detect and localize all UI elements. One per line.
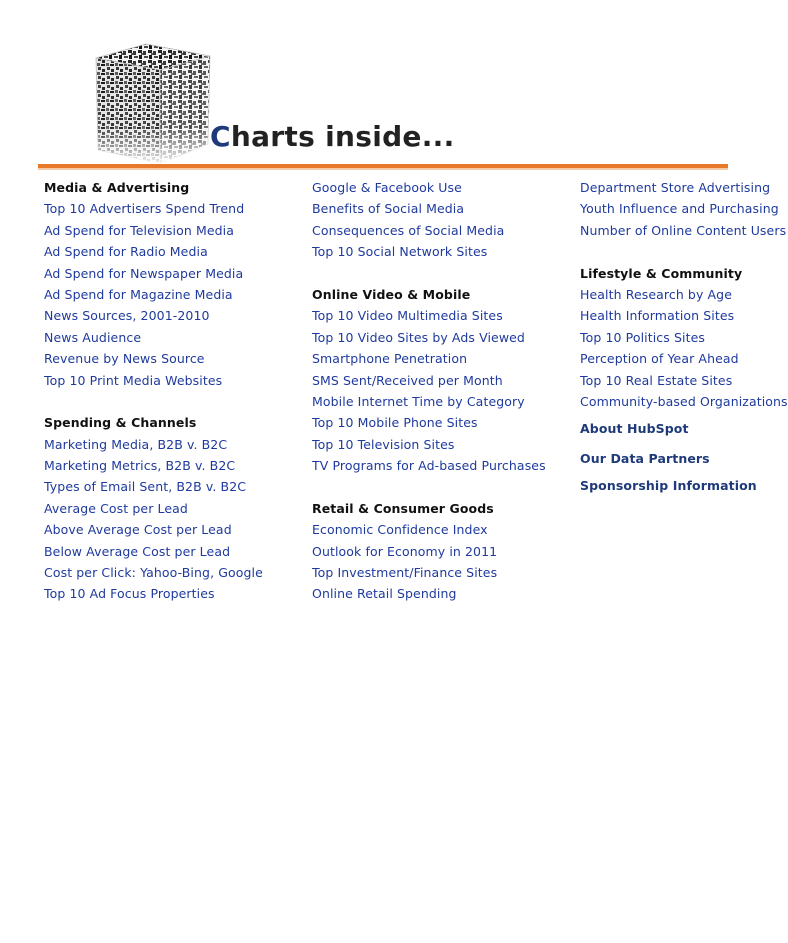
column-social-video-retail bbox=[312, 177, 546, 605]
section-heading-lifestyle-community: Lifestyle & Community bbox=[580, 265, 743, 281]
link-marketing-media-b2b-b2c[interactable]: Marketing Media, B2B v. B2C bbox=[44, 436, 228, 452]
link-number-online-content-users[interactable]: Number of Online Content Users bbox=[580, 222, 787, 238]
section-heading-retail-consumer-goods: Retail & Consumer Goods bbox=[312, 500, 494, 516]
link-tv-programs-ad-purchases[interactable]: TV Programs for Ad-based Purchases bbox=[312, 458, 546, 474]
spacer bbox=[312, 476, 546, 497]
link-about-hubspot[interactable]: About HubSpot bbox=[580, 421, 689, 437]
link-community-based-organizations[interactable]: Community-based Organizations bbox=[580, 393, 788, 409]
link-smartphone-penetration[interactable]: Smartphone Penetration bbox=[312, 351, 468, 367]
link-marketing-metrics-b2b-b2c[interactable]: Marketing Metrics, B2B v. B2C bbox=[44, 458, 236, 474]
section-heading-spending-channels: Spending & Channels bbox=[44, 415, 197, 431]
link-youth-influence-purchasing[interactable]: Youth Influence and Purchasing bbox=[580, 201, 779, 217]
column-media-spending bbox=[44, 177, 263, 605]
link-news-audience[interactable]: News Audience bbox=[44, 329, 142, 345]
link-health-research-by-age[interactable]: Health Research by Age bbox=[580, 286, 733, 302]
link-top10-video-sites-ads-viewed[interactable]: Top 10 Video Sites by Ads Viewed bbox=[312, 329, 525, 345]
link-top10-real-estate-sites[interactable]: Top 10 Real Estate Sites bbox=[580, 372, 733, 388]
page-title bbox=[210, 120, 455, 153]
link-health-information-sites[interactable]: Health Information Sites bbox=[580, 308, 735, 324]
link-mobile-internet-time[interactable]: Mobile Internet Time by Category bbox=[312, 393, 525, 409]
link-cost-per-click[interactable]: Cost per Click: Yahoo-Bing, Google bbox=[44, 565, 263, 581]
link-ad-spend-radio[interactable]: Ad Spend for Radio Media bbox=[44, 244, 208, 260]
link-top10-mobile-phone-sites[interactable]: Top 10 Mobile Phone Sites bbox=[312, 415, 478, 431]
link-our-data-partners[interactable]: Our Data Partners bbox=[580, 450, 710, 466]
link-above-average-cost-per-lead[interactable]: Above Average Cost per Lead bbox=[44, 522, 232, 538]
link-top10-video-multimedia-sites[interactable]: Top 10 Video Multimedia Sites bbox=[312, 308, 503, 324]
link-average-cost-per-lead[interactable]: Average Cost per Lead bbox=[44, 500, 188, 516]
spacer bbox=[580, 440, 788, 448]
link-news-sources[interactable]: News Sources, 2001-2010 bbox=[44, 308, 210, 324]
link-consequences-social-media[interactable]: Consequences of Social Media bbox=[312, 222, 505, 238]
link-top10-print-media-websites[interactable]: Top 10 Print Media Websites bbox=[44, 372, 223, 388]
link-below-average-cost-per-lead[interactable]: Below Average Cost per Lead bbox=[44, 543, 231, 559]
spacer bbox=[44, 391, 263, 412]
orange-divider bbox=[38, 164, 728, 170]
link-ad-spend-newspaper[interactable]: Ad Spend for Newspaper Media bbox=[44, 265, 244, 281]
spacer bbox=[580, 241, 788, 262]
link-top10-television-sites[interactable]: Top 10 Television Sites bbox=[312, 436, 455, 452]
column-lifestyle-about bbox=[580, 177, 788, 496]
link-online-retail-spending[interactable]: Online Retail Spending bbox=[312, 586, 457, 602]
section-heading-media-advertising: Media & Advertising bbox=[44, 180, 190, 195]
link-types-of-email-sent[interactable]: Types of Email Sent, B2B v. B2C bbox=[44, 479, 247, 495]
section-heading-online-video-mobile: Online Video & Mobile bbox=[312, 286, 471, 302]
link-department-store-advertising[interactable]: Department Store Advertising bbox=[580, 180, 771, 195]
link-perception-year-ahead[interactable]: Perception of Year Ahead bbox=[580, 351, 739, 367]
link-ad-spend-magazine[interactable]: Ad Spend for Magazine Media bbox=[44, 286, 233, 302]
link-top10-ad-focus-properties[interactable]: Top 10 Ad Focus Properties bbox=[44, 586, 215, 602]
link-sms-sent-received[interactable]: SMS Sent/Received per Month bbox=[312, 372, 503, 388]
link-top10-politics-sites[interactable]: Top 10 Politics Sites bbox=[580, 329, 705, 345]
link-outlook-economy-2011[interactable]: Outlook for Economy in 2011 bbox=[312, 543, 498, 559]
link-benefits-social-media[interactable]: Benefits of Social Media bbox=[312, 201, 465, 217]
page-title-rest: harts inside... bbox=[230, 120, 455, 153]
link-revenue-by-news-source[interactable]: Revenue by News Source bbox=[44, 351, 205, 367]
link-google-facebook-use[interactable]: Google & Facebook Use bbox=[312, 180, 462, 195]
spacer bbox=[312, 263, 546, 284]
page-title-initial: C bbox=[210, 120, 231, 153]
qr-cube-logo bbox=[88, 40, 216, 164]
link-economic-confidence-index[interactable]: Economic Confidence Index bbox=[312, 522, 488, 538]
link-sponsorship-information[interactable]: Sponsorship Information bbox=[580, 478, 757, 494]
link-ad-spend-television[interactable]: Ad Spend for Television Media bbox=[44, 222, 234, 238]
link-top10-social-network-sites[interactable]: Top 10 Social Network Sites bbox=[312, 244, 488, 260]
link-top-investment-finance-sites[interactable]: Top Investment/Finance Sites bbox=[312, 565, 498, 581]
link-top10-advertisers-spend-trend[interactable]: Top 10 Advertisers Spend Trend bbox=[44, 201, 245, 217]
